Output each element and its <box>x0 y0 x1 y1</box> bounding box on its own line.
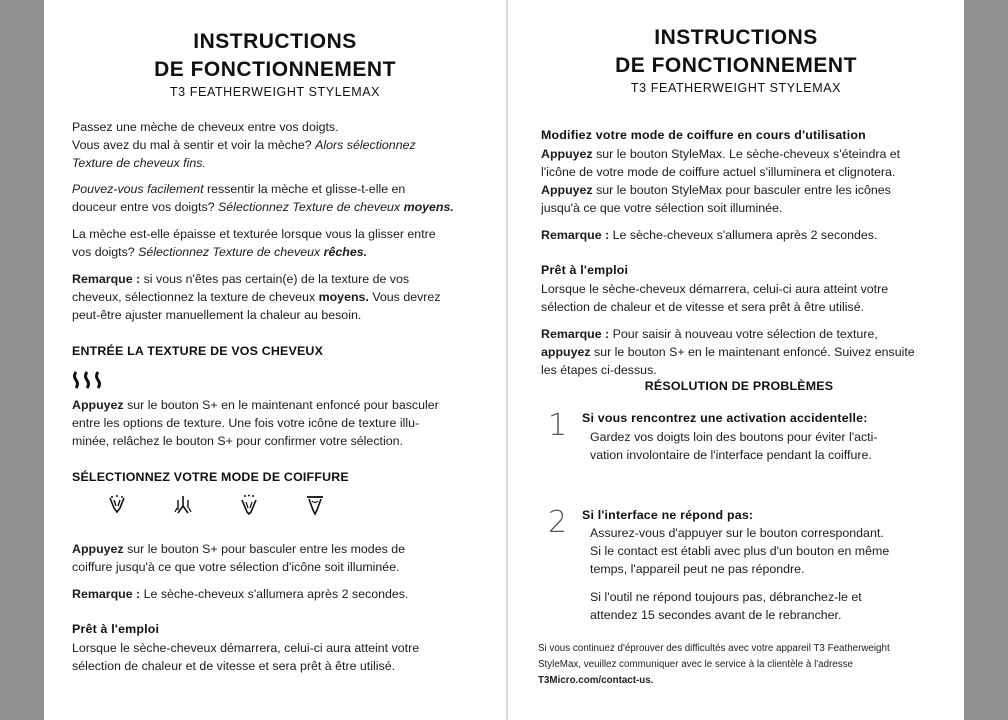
left-page <box>44 0 506 720</box>
p3-line1: La mèche est-elle épaisse et texturée lorsque vous la glisser entre <box>72 227 436 241</box>
p6-line2: coiffure jusqu'à ce que votre sélection d'icône soit illuminée. <box>72 560 400 574</box>
m-bold-c: Appuyez <box>541 183 593 197</box>
m-line1 <box>541 145 900 163</box>
p4-text-d: Vous devrez <box>368 290 441 304</box>
s1-line2: vation involontaire de l'interface pendant la coiffure. <box>590 448 872 462</box>
s2-line4: Si l'outil ne répond toujours pas, débranchez-le et <box>590 590 862 604</box>
m-text-b: sur le bouton StyleMax. Le sèche-cheveux s'éteindra et <box>592 147 901 161</box>
r1-text: Le sèche-cheveux s'allumera après 2 secondes. <box>609 228 878 242</box>
p2-line2 <box>72 198 454 216</box>
s2-line5: attendez 15 secondes avant de le rebrancher. <box>590 608 842 622</box>
s2-line2: Si le contact est établi avec plus d'un bouton en même <box>590 544 890 558</box>
p6-bold-a: Appuyez <box>72 542 124 556</box>
heading-troubleshooting: RÉSOLUTION DE PROBLÈMES <box>644 379 834 393</box>
support-footnote <box>538 641 890 689</box>
r2-remark-label: Remarque : <box>541 327 610 341</box>
s1-line1: Gardez vos doigts loin des boutons pour éviter l'acti- <box>590 430 878 444</box>
p7-remark-label: Remarque : <box>72 587 141 601</box>
right-title-block <box>508 24 964 96</box>
remark-texture-paragraph <box>72 270 441 324</box>
p3-italic-b: Sélectionnez Texture de cheveux <box>138 245 324 259</box>
step2-body-extra <box>590 588 862 624</box>
p4-line1 <box>72 270 441 288</box>
modify-mode-paragraph <box>541 145 900 217</box>
smooth-mode-icon <box>304 494 326 516</box>
m-text-d: sur le bouton StyleMax pour basculer entre les icônes <box>592 183 891 197</box>
p1-line1: Passez une mèche de cheveux entre vos doigts. <box>72 120 339 134</box>
m-line2: l'icône de votre mode de coiffure actuel s'illuminera et clignotera. <box>541 165 896 179</box>
p1-line2-text: Vous avez du mal à sentir et voir la mèche? <box>72 138 316 152</box>
step-number-2: 2 <box>548 505 568 540</box>
p4-remark-label: Remarque : <box>72 272 141 286</box>
style-select-paragraph <box>72 540 405 576</box>
p8-line1: Lorsque le sèche-cheveux démarrera, celui-ci aura atteint votre <box>72 641 420 655</box>
coarse-texture-paragraph <box>72 225 436 261</box>
ready-paragraph <box>72 639 419 675</box>
p6-text-b: sur le bouton S+ pour basculer entre les modes de <box>123 542 406 556</box>
right-ready-paragraph <box>541 280 888 316</box>
p5-bold-a: Appuyez <box>72 398 124 412</box>
heading-style-mode: SÉLECTIONNEZ VOTRE MODE DE COIFFURE <box>72 470 349 484</box>
p5-line2: entre les options de texture. Une fois votre icône de texture illu- <box>72 416 420 430</box>
p4-bold-c: moyens. <box>318 290 369 304</box>
texture-icons <box>72 370 106 395</box>
m-line4: jusqu'à ce que votre sélection soit illuminée. <box>541 201 783 215</box>
p7-text: Le sèche-cheveux s'allumera après 2 secondes. <box>140 587 409 601</box>
support-link[interactable]: T3Micro.com/contact-us. <box>538 675 654 686</box>
s2-line1: Assurez-vous d'appuyer sur le bouton correspondant. <box>590 526 884 540</box>
right-remark-texture <box>541 325 915 379</box>
p2-italic-d: Sélectionnez Texture de cheveux <box>218 200 404 214</box>
right-title-line2: DE FONCTIONNEMENT <box>615 54 857 77</box>
r2-line3: les étapes ci-dessus. <box>541 363 657 377</box>
step2-body <box>590 524 889 578</box>
p3-bold-c: rêches. <box>323 245 368 259</box>
p2-bold-e: moyens. <box>403 200 454 214</box>
p1-line2-italic: Alors sélectionnez <box>315 138 416 152</box>
p4-text-a: si vous n'êtes pas certain(e) de la texture de vos <box>140 272 410 286</box>
ready-line2: sélection de chaleur et de vitesse et sera prêt à être utilisé. <box>541 300 865 314</box>
style-mode-icons <box>106 494 370 516</box>
heading-modify-mode: Modifiez votre mode de coiffure en cours d'utilisation <box>541 128 866 142</box>
step1-title: Si vous rencontrez une activation accidentelle: <box>582 411 868 425</box>
step1-body <box>590 428 878 464</box>
p4-text-b: cheveux, sélectionnez la texture de cheveux <box>72 290 319 304</box>
heading-ready: Prêt à l'emploi <box>72 622 160 636</box>
p2-italic-a: Pouvez-vous facilement <box>72 182 204 196</box>
heading-texture-entry: ENTRÉE LA TEXTURE DE VOS CHEVEUX <box>72 344 324 358</box>
s2-line3: temps, l'appareil peut ne pas répondre. <box>590 562 805 576</box>
r2-bold-b: appuyez <box>541 345 591 359</box>
p3-text-a: vos doigts? <box>72 245 139 259</box>
ready-line1: Lorsque le sèche-cheveux démarrera, celui-ci aura atteint votre <box>541 282 889 296</box>
left-subtitle: T3 FEATHERWEIGHT STYLEMAX <box>169 85 381 99</box>
diffuser-mode-icon <box>106 494 128 516</box>
footnote-line2: StyleMax, veuillez communiquer avec le service à la clientèle à l'adresse <box>538 659 853 670</box>
wavy-lines-icon <box>72 370 106 390</box>
p3-line2 <box>72 243 436 261</box>
p2-line1 <box>72 180 454 198</box>
r2-line1 <box>541 325 915 343</box>
r2-line2 <box>541 343 915 361</box>
m-line3 <box>541 181 900 199</box>
straight-mode-icon <box>172 494 194 516</box>
p7-line1 <box>72 585 408 603</box>
left-title-line2: DE FONCTIONNEMENT <box>154 58 396 81</box>
p4-line2 <box>72 288 441 306</box>
left-title-line1: INSTRUCTIONS <box>193 30 357 53</box>
r2-text-a: Pour saisir à nouveau votre sélection de texture, <box>609 327 878 341</box>
p1-line3 <box>72 154 416 172</box>
right-subtitle: T3 FEATHERWEIGHT STYLEMAX <box>630 81 842 95</box>
p5-line3: minée, relâchez le bouton S+ pour confirmer votre sélection. <box>72 434 403 448</box>
r2-text-c: sur le bouton S+ en le maintenant enfoncé. Suivez ensuite <box>590 345 915 359</box>
m-bold-a: Appuyez <box>541 147 593 161</box>
p2-text-b: ressentir la mèche et glisse-t-elle en <box>203 182 406 196</box>
p6-line1 <box>72 540 405 558</box>
p5-text-b: sur le bouton S+ en le maintenant enfoncé pour basculer <box>123 398 439 412</box>
p8-line2: sélection de chaleur et de vitesse et sera prêt à être utilisé. <box>72 659 396 673</box>
right-title-line1: INSTRUCTIONS <box>654 26 818 49</box>
right-remark-power <box>541 226 877 244</box>
p1-line3-italic: Texture de cheveux fins. <box>72 156 206 170</box>
p2-text-c: douceur entre vos doigts? <box>72 200 219 214</box>
left-title-block <box>44 28 506 100</box>
medium-texture-paragraph <box>72 180 454 216</box>
r1-line <box>541 226 877 244</box>
p1-line2 <box>72 136 416 154</box>
right-page <box>508 0 964 720</box>
p5-line1 <box>72 396 439 414</box>
step2-title: Si l'interface ne répond pas: <box>582 508 754 522</box>
r1-remark-label: Remarque : <box>541 228 610 242</box>
footnote-line1: Si vous continuez d'éprouver des difficultés avec votre appareil T3 Featherweight <box>538 643 890 654</box>
step-number-1: 1 <box>548 408 568 443</box>
texture-select-paragraph <box>72 396 439 450</box>
remark-power-paragraph <box>72 585 408 603</box>
right-heading-ready: Prêt à l'emploi <box>541 263 629 277</box>
volume-mode-icon <box>238 494 260 516</box>
p4-line3: peut-être ajuster manuellement la chaleur au besoin. <box>72 308 362 322</box>
texture-intro-paragraph <box>72 118 416 172</box>
